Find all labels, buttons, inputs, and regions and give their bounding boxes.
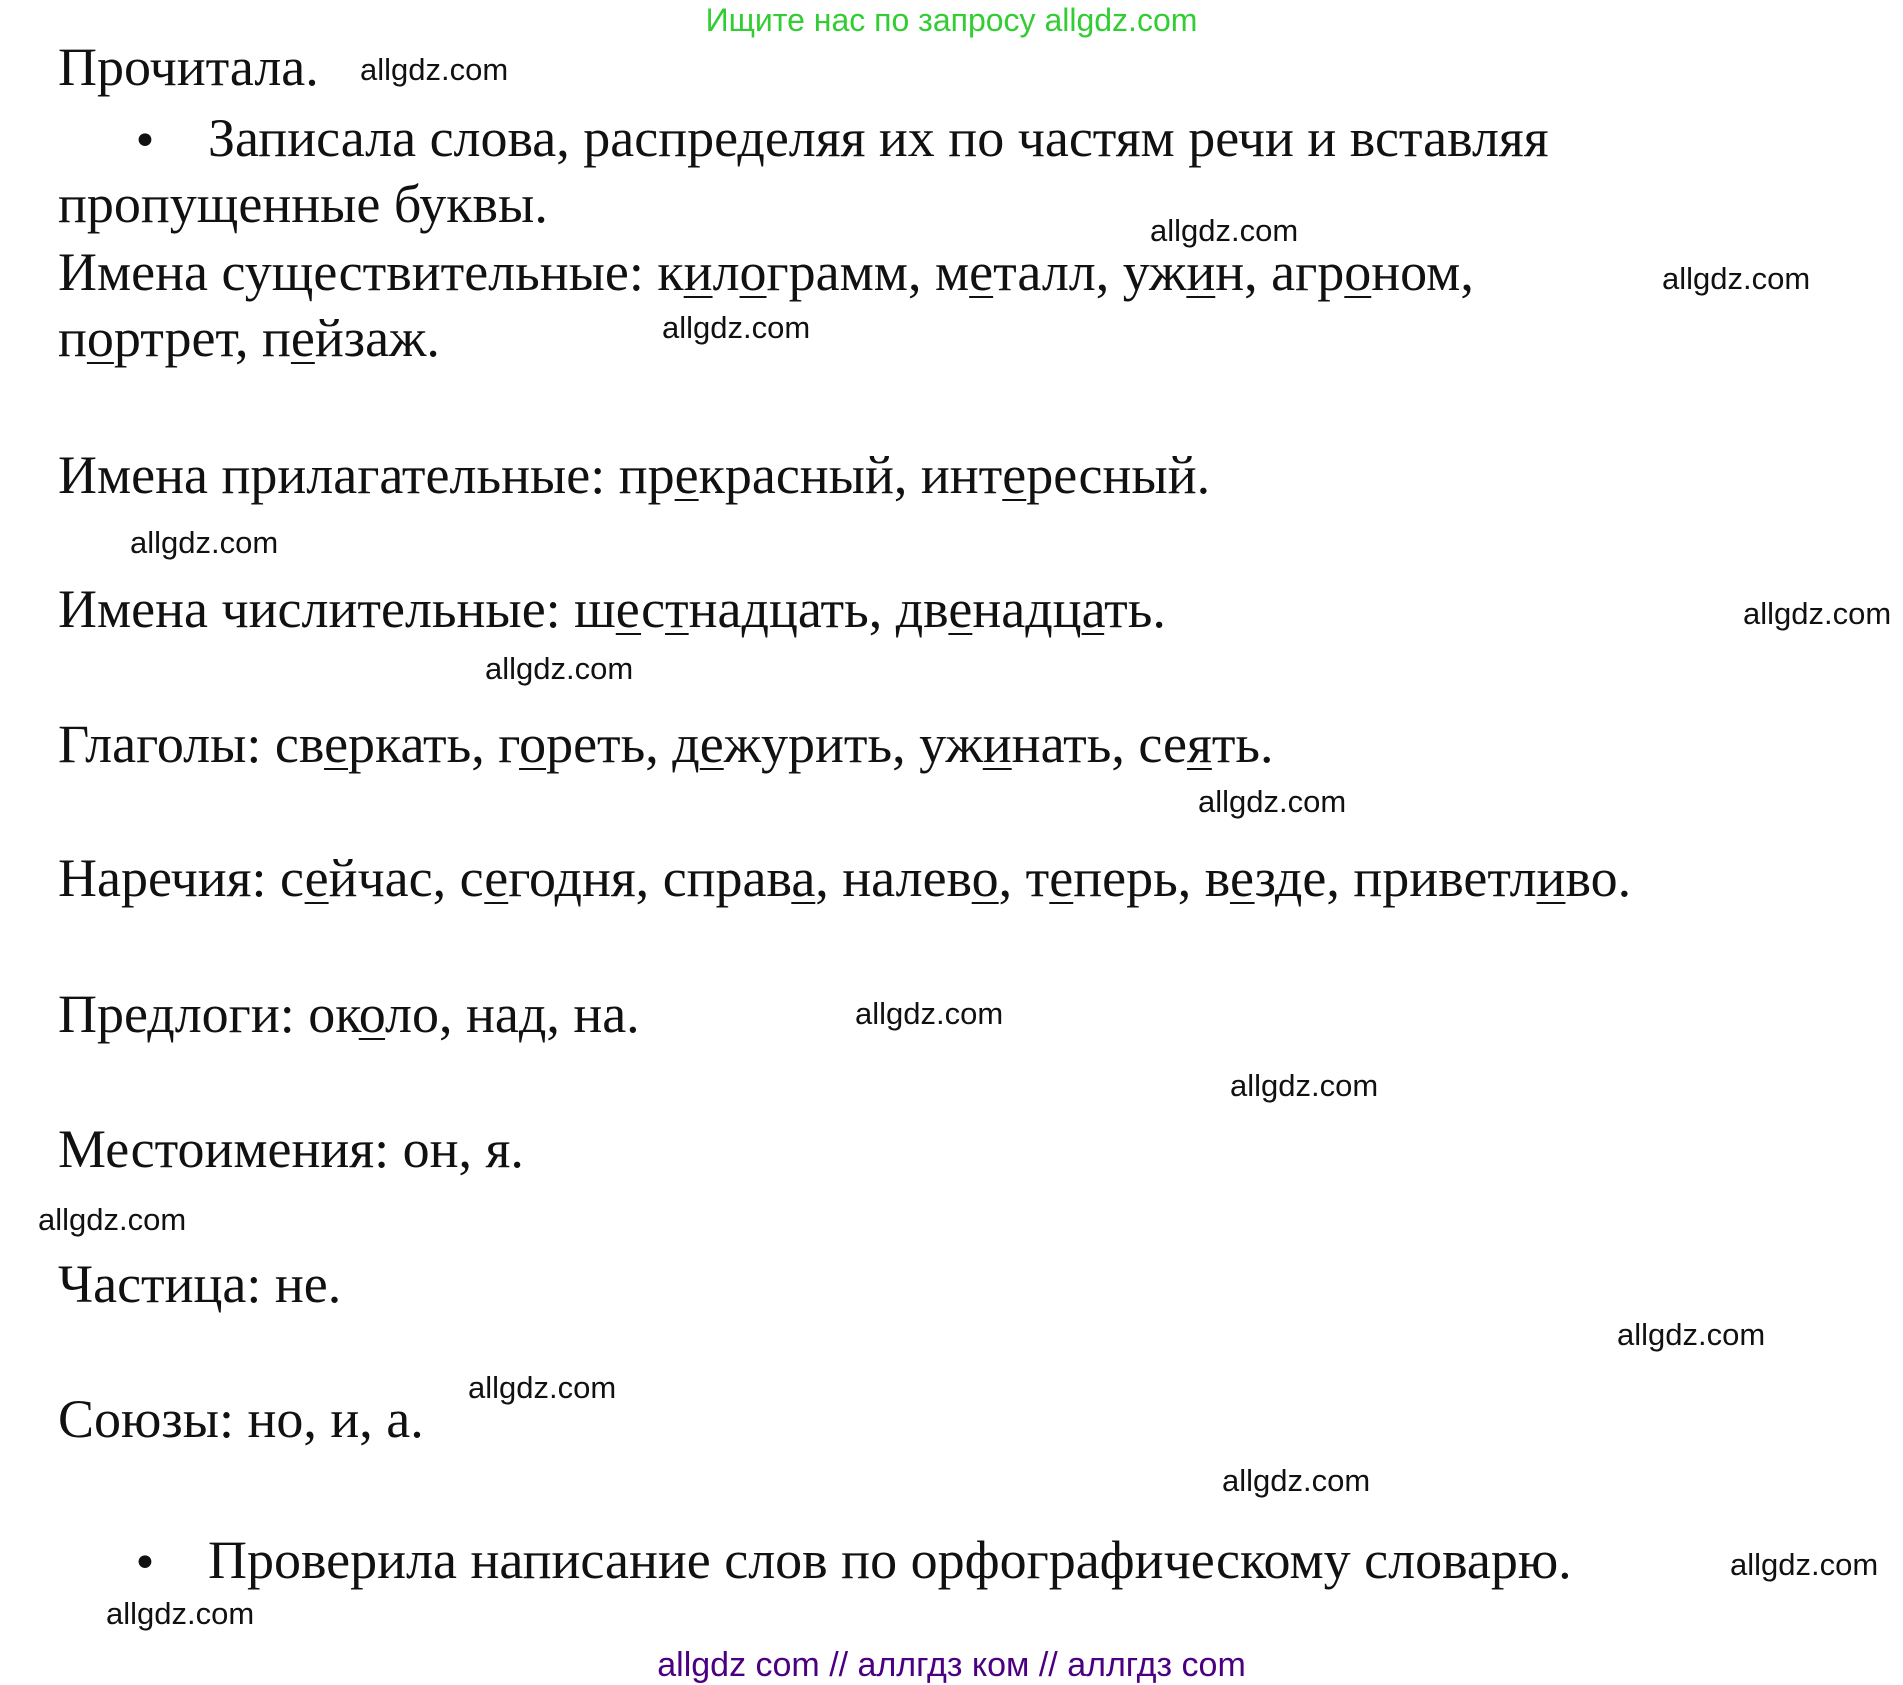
task-1-continuation: пропущенные буквы. — [58, 174, 548, 234]
word-part: ресный. — [1026, 445, 1211, 505]
nouns-line — [58, 240, 1474, 304]
word-part: с — [280, 848, 305, 908]
verbs-line — [58, 712, 1274, 776]
watermark: allgdz.com — [1230, 1068, 1379, 1103]
nouns-label: Имена существительные: — [58, 242, 658, 302]
word-part: агр — [1271, 242, 1345, 302]
watermark: allgdz.com — [130, 525, 279, 560]
verbs-label: Глаголы: — [58, 714, 275, 774]
numerals-label: Имена числительные: — [58, 579, 575, 639]
word-part: в — [1204, 848, 1230, 908]
word-part: п — [261, 308, 291, 368]
word-part: красный, — [698, 445, 921, 505]
word-part: талл, — [993, 242, 1123, 302]
numerals-words — [574, 579, 1166, 639]
inserted-letter: о — [519, 714, 547, 774]
inserted-letter: о — [86, 308, 114, 368]
watermark: allgdz.com — [485, 651, 634, 686]
watermark: allgdz.com — [1730, 1547, 1879, 1582]
bullet-item-1 — [132, 106, 1549, 174]
numerals-line — [58, 577, 1166, 641]
inserted-letter: о — [1344, 242, 1372, 302]
word-part: к — [657, 242, 684, 302]
inserted-letter: е — [484, 848, 509, 908]
word-part: н, — [1215, 242, 1272, 302]
conjunctions-line: Союзы: но, и, а. — [58, 1389, 424, 1449]
word-part: инт — [920, 445, 1003, 505]
adverbs-words — [280, 848, 1631, 908]
nouns-words — [657, 242, 1473, 302]
word-part: годня, — [508, 848, 663, 908]
watermark: allgdz.com — [360, 52, 509, 87]
word-part: уж — [1122, 242, 1187, 302]
inserted-letter: о — [739, 242, 767, 302]
adjectives-line — [58, 443, 1210, 507]
word-part: реть, — [546, 714, 673, 774]
prepositions-label: Предлоги: — [58, 984, 309, 1044]
watermark: allgdz.com — [855, 996, 1004, 1031]
word-part: ш — [574, 579, 616, 639]
particle-line: Частица: не. — [58, 1254, 342, 1314]
bullet-item-2 — [132, 1528, 1572, 1596]
word-part: ть. — [1211, 714, 1274, 774]
inserted-letter: е — [674, 445, 699, 505]
watermark: allgdz.com — [1743, 596, 1892, 631]
inserted-letter: е — [699, 714, 724, 774]
bullet-icon: • — [132, 116, 158, 167]
word-part: пр — [618, 445, 675, 505]
word-part: ть. — [1104, 579, 1166, 639]
word-part: п — [58, 308, 87, 368]
watermark: allgdz.com — [106, 1596, 255, 1631]
verbs-words — [275, 714, 1274, 774]
adverbs-label: Наречия: — [58, 848, 280, 908]
word-part: справ — [662, 848, 792, 908]
word-part: ок — [308, 984, 359, 1044]
top-banner: Ищите нас по запросу allgdz.com — [705, 2, 1198, 38]
word-part: св — [274, 714, 325, 774]
inserted-letter: а — [1081, 579, 1105, 639]
watermark: allgdz.com — [38, 1202, 187, 1237]
word-part: с — [641, 579, 666, 639]
word-part: нать, — [1011, 714, 1139, 774]
watermark: allgdz.com — [662, 310, 811, 345]
inserted-letter: и — [982, 714, 1012, 774]
watermark: allgdz.com — [1198, 784, 1347, 819]
watermark: allgdz.com — [1617, 1317, 1766, 1352]
word-part: г — [498, 714, 520, 774]
pronouns-line: Местоимения: он, я. — [58, 1119, 524, 1179]
inserted-letter: е — [290, 308, 315, 368]
task-1-text: Записала слова, распределяя их по частям речи и вставляя — [208, 108, 1549, 168]
word-part: грамм, — [766, 242, 935, 302]
bottom-banner: allgdz com // аллгдз ком // аллгдз com — [657, 1646, 1246, 1684]
word-part: уж — [919, 714, 983, 774]
inserted-letter: е — [615, 579, 642, 639]
watermark: allgdz.com — [1222, 1463, 1371, 1498]
bullet-icon: • — [132, 1538, 158, 1589]
inserted-letter: и — [1186, 242, 1216, 302]
word-part: надцать, — [688, 579, 896, 639]
inserted-letter: е — [1002, 445, 1027, 505]
adjectives-words — [619, 445, 1210, 505]
inserted-letter: а — [791, 848, 816, 908]
prepositions-words — [308, 984, 639, 1044]
word-part: , — [998, 848, 1026, 908]
nouns-words-2 — [58, 308, 440, 368]
task-2-text: Проверила написание слов по орфографическому словарю. — [208, 1530, 1572, 1590]
word-part: надц — [972, 579, 1082, 639]
word-part: се — [1138, 714, 1187, 774]
prepositions-line — [58, 982, 640, 1046]
word-part: журить, — [723, 714, 920, 774]
adjectives-label: Имена прилагательные: — [58, 445, 619, 505]
word-part: ло, над, на. — [385, 984, 640, 1044]
word-part: зде, — [1254, 848, 1354, 908]
word-part: л — [712, 242, 740, 302]
inserted-letter: о — [358, 984, 386, 1044]
word-part: ркать, — [348, 714, 499, 774]
word-part: приветл — [1353, 848, 1537, 908]
inserted-letter: е — [1229, 848, 1255, 908]
word-part: йзаж. — [314, 308, 440, 368]
inserted-letter: я — [1186, 714, 1212, 774]
watermark: allgdz.com — [1150, 213, 1299, 248]
inserted-letter: е — [1049, 848, 1074, 908]
inserted-letter: и — [683, 242, 713, 302]
word-part: во. — [1565, 848, 1632, 908]
word-part: с — [459, 848, 485, 908]
word-part: т — [1025, 848, 1050, 908]
word-part: ном, — [1371, 242, 1474, 302]
adverbs-line — [58, 846, 1631, 910]
inserted-letter: о — [971, 848, 999, 908]
inserted-letter: е — [948, 579, 973, 639]
word-part: налев — [842, 848, 972, 908]
line-read: Прочитала. — [58, 37, 319, 97]
word-part: дв — [895, 579, 949, 639]
inserted-letter: е — [969, 242, 994, 302]
inserted-letter: и — [1536, 848, 1566, 908]
word-part: перь, — [1073, 848, 1205, 908]
watermark: allgdz.com — [468, 1370, 617, 1405]
watermark: allgdz.com — [1662, 261, 1811, 296]
inserted-letter: т — [665, 579, 689, 639]
word-part: м — [934, 242, 970, 302]
word-part: йчас, — [328, 848, 460, 908]
inserted-letter: е — [304, 848, 329, 908]
word-part: ртрет, — [113, 308, 262, 368]
word-part: , — [815, 848, 843, 908]
word-part: д — [672, 714, 700, 774]
nouns-line-2 — [58, 306, 440, 370]
inserted-letter: е — [324, 714, 349, 774]
